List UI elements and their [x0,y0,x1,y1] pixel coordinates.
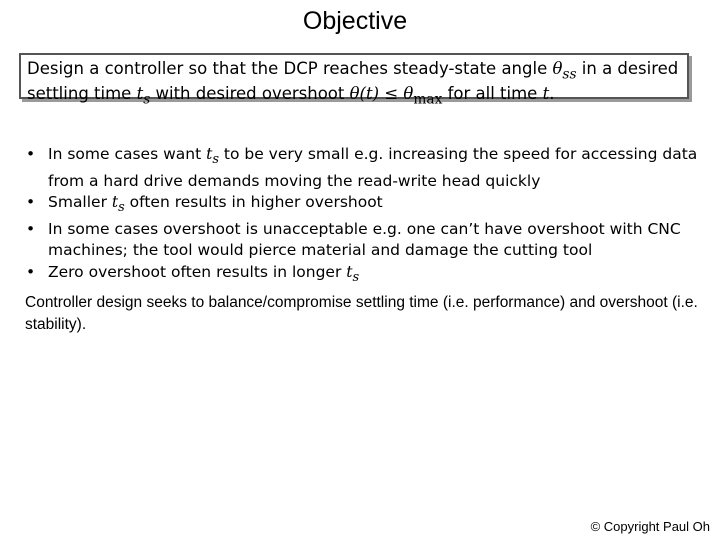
theta-symbol: θ [552,59,563,78]
objective-text: for all time [442,84,543,104]
objective-text: settling time [27,84,137,104]
bullet-item [26,144,716,192]
s-subscript: s [143,91,151,108]
bullet-dot: • [26,262,36,281]
bullet-text: to be very small e.g. increasing the speed for accessing data from a hard drive demands moving the read-write head quickly [48,145,698,190]
copyright-notice: © Copyright Paul Oh [590,519,710,534]
objective-line-1 [27,59,687,84]
s-subscript: s [352,269,360,285]
theta-symbol: θ [403,84,414,104]
bullet-text: Zero overshoot often results in longer [48,262,347,281]
bullet-item [26,262,716,289]
bullet-text: Smaller [48,193,112,212]
t-symbol: t [136,84,144,104]
slide-title: Objective [302,7,408,35]
s-subscript: s [118,200,125,216]
objective-text: with desired overshoot [150,84,350,104]
t-symbol: t [542,84,550,104]
leq-symbol: ≤ [379,84,404,104]
bullet-text: In some cases overshoot is unacceptable e.g. one can’t have overshoot with CNC machines; the tool would pierce material and damage the cutting tool [48,219,681,260]
bullet-text: In some cases want [48,145,207,163]
t-symbol: t [111,193,119,212]
objective-text: . [549,84,555,104]
s-subscript: s [212,152,219,168]
ss-subscript: ss [562,66,577,83]
bullet-dot: • [26,145,36,163]
objective-box [19,53,689,108]
objective-line-2 [27,84,687,109]
bullet-item [26,219,716,262]
bullet-list [26,144,716,288]
bullet-item [26,192,716,219]
theta-t-expression: θ(t) [349,84,380,104]
objective-text: in a desired [576,59,679,78]
summary-text: Controller design seeks to balance/compromise settling time (i.e. performance) and overshoot (i.e. stability). [25,294,698,333]
t-symbol: t [346,262,353,281]
bullet-dot: • [26,219,36,238]
t-symbol: t [206,145,213,163]
bullet-text: often results in higher overshoot [124,193,383,212]
max-subscript: max [413,91,443,108]
bullet-dot: • [26,193,36,212]
objective-text: Design a controller so that the DCP reaches steady-state angle [27,59,553,78]
